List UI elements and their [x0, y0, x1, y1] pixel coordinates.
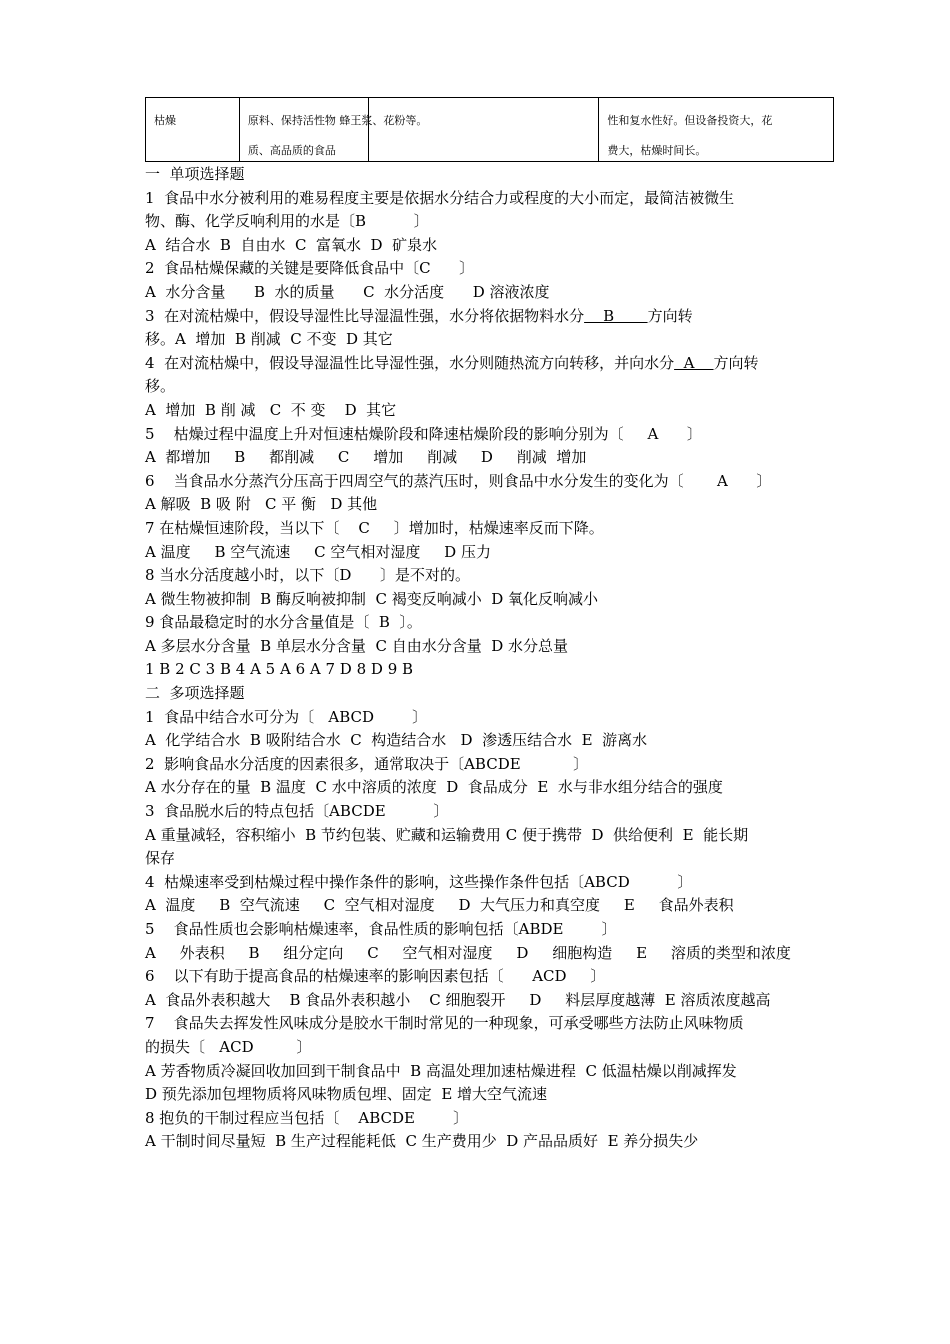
text-line: A 外表积 B 组分定向 C 空气相对湿度 D 细胞构造 E 溶质的类型和浓度: [145, 943, 791, 962]
text-line: A 干制时间尽量短 B 生产过程能耗低 C 生产费用少 D 产品品质好 E 养分损失少: [145, 1132, 699, 1151]
text-line: A 都增加 B 都削减 C 增加 削减 D 削减 增加: [145, 448, 587, 467]
text-line: A 增加 B 削 减 C 不 变 D 其它: [145, 400, 397, 419]
text-line: A 水分存在的量 B 温度 C 水中溶质的浓度 D 食品成分 E 水与非水组分结合的强度: [145, 778, 723, 797]
text-line: 8 抱负的干制过程应当包括〔 ABCDE 〕: [145, 1108, 469, 1127]
text-line: A 微生物被抑制 B 酶反响被抑制 C 褐变反响减小 D 氧化反响减小: [145, 589, 599, 608]
text-line: 7 在枯燥恒速阶段，当以下〔 C 〕增加时，枯燥速率反而下降。: [145, 518, 604, 537]
text-line: A 化学结合水 B 吸附结合水 C 构造结合水 D 渗透压结合水 E 游离水: [145, 731, 648, 750]
text-line: 1 食品中结合水可分为〔 ABCD 〕: [145, 707, 428, 726]
table-row: [146, 98, 834, 162]
cell-text: 质、高品质的食品: [247, 144, 336, 157]
text-line: A 解吸 B 吸 附 C 平 衡 D 其他: [145, 495, 378, 514]
text-line: 4 枯燥速率受到枯燥过程中操作条件的影响，这些操作条件包括〔ABCD 〕: [145, 872, 693, 891]
cell-text: 原料、保持活性物 蜂王浆、花粉等。: [247, 114, 428, 127]
table-cell: [146, 98, 240, 162]
text-line: 5 枯燥过程中温度上升对恒速枯燥阶段和降速枯燥阶段的影响分别为〔 A 〕: [145, 424, 702, 443]
text-line: A 多层水分含量 B 单层水分含量 C 自由水分含量 D 水分总量: [145, 636, 569, 655]
text-line: [145, 352, 815, 376]
fill-blank: A: [674, 353, 714, 372]
section-heading: 一 单项选择题: [145, 165, 245, 183]
text-segment: 3 在对流枯燥中，假设导湿性比导湿温性强，水分将依据物料水分: [145, 306, 585, 325]
text-line: 7 食品失去挥发性风味成分是胶水干制时常见的一种现象，可承受哪些方法防止风味物质: [145, 1014, 744, 1033]
text-line: D 预先添加包埋物质将风味物质包埋、固定 E 增大空气流速: [145, 1085, 548, 1104]
text-line: 的损失〔 ACD 〕: [145, 1037, 312, 1056]
text-line: 6 当食品水分蒸汽分压高于四周空气的蒸汽压时，则食品中水分发生的变化为〔 A 〕: [145, 471, 772, 490]
text-line: 2 食品枯燥保藏的关键是要降低食品中〔C 〕: [145, 259, 475, 278]
text-line: 8 当水分活度越小时，以下〔D 〕是不对的。: [145, 566, 470, 585]
text-segment: 方向转: [647, 306, 693, 325]
text-line: 1 食品中水分被利用的难易程度主要是依据水分结合力或程度的大小而定，最简洁被微生: [145, 188, 735, 207]
text-line: A 结合水 B 自由水 C 富氧水 D 矿泉水: [145, 235, 438, 254]
text-segment: 方向转: [713, 353, 759, 372]
text-line: A 温度 B 空气流速 C 空气相对湿度 D 大气压力和真空度 E 食品外表积: [145, 896, 734, 915]
section-heading: 二 多项选择题: [145, 684, 245, 703]
text-line: A 芳香物质冷凝回收加回到干制食品中 B 高温处理加速枯燥进程 C 低温枯燥以削减挥发: [145, 1061, 737, 1080]
table-cell: [368, 98, 599, 162]
fill-blank: B: [584, 306, 648, 325]
text-line: A 水分含量 B 水的质量 C 水分活度 D 溶液浓度: [145, 282, 550, 301]
text-line: 5 食品性质也会影响枯燥速率，食品性质的影响包括〔ABDE 〕: [145, 920, 617, 938]
text-line: 保存: [145, 849, 176, 868]
cell-text: 费大，枯燥时间长。: [607, 144, 707, 157]
text-line: 6 以下有助于提高食品的枯燥速率的影响因素包括〔 ACD 〕: [145, 967, 606, 986]
cell-text: 枯燥: [154, 114, 176, 127]
text-line: [145, 305, 815, 329]
text-line: 2 影响食品水分活度的因素很多，通常取决于〔ABCDE 〕: [145, 754, 589, 773]
text-line: 3 食品脱水后的特点包括〔ABCDE 〕: [145, 802, 449, 821]
text-line: A 食品外表积越大 B 食品外表积越小 C 细胞裂开 D 料层厚度越薄 E 溶质浓度越高: [145, 990, 771, 1009]
answer-key: 1 B 2 C 3 B 4 A 5 A 6 A 7 D 8 D 9 B: [145, 660, 414, 679]
drying-method-table: [145, 97, 834, 162]
table-cell: [239, 98, 428, 162]
text-line: 物、酶、化学反响利用的水是〔B 〕: [145, 212, 429, 231]
question-body: [145, 163, 815, 1154]
text-line: A 重量减轻，容积缩小 B 节约包装、贮藏和运输费用 C 便于携带 D 供给便利 E 能长期: [145, 825, 749, 844]
text-line: 移。: [145, 377, 176, 396]
text-line: A 温度 B 空气流速 C 空气相对湿度 D 压力: [145, 542, 491, 561]
text-line: 9 食品最稳定时的水分含量值是〔 B 〕。: [145, 613, 422, 632]
table-cell: [599, 98, 834, 162]
cell-text: 性和复水性好。但设备投资大，花: [607, 114, 773, 127]
text-line: 移。A 增加 B 削减 C 不变 D 其它: [145, 330, 393, 349]
text-segment: 4 在对流枯燥中，假设导湿温性比导湿性强，水分则随热流方向转移，并向水分: [145, 353, 675, 372]
